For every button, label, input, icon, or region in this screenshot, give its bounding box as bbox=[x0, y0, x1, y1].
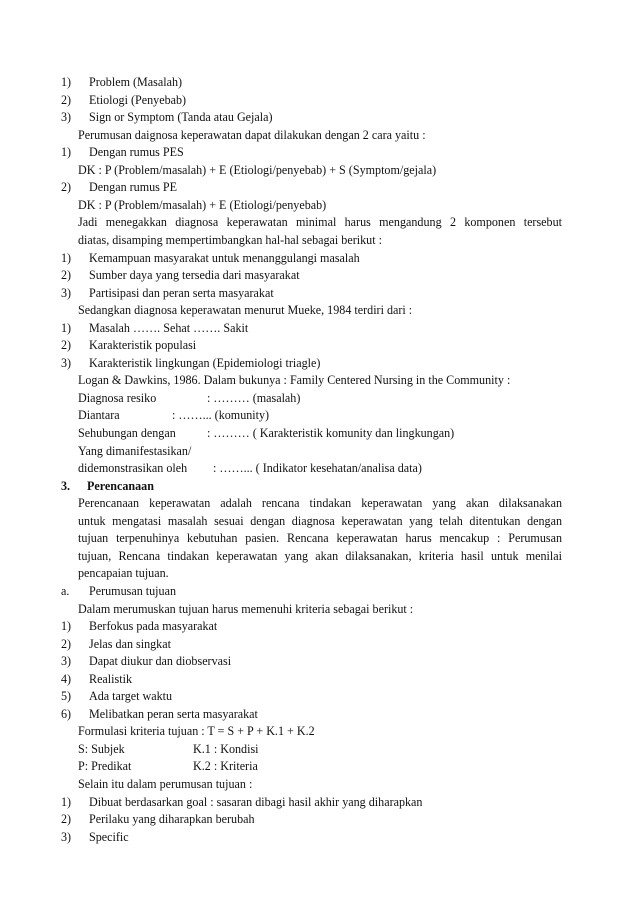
list-number: 3) bbox=[61, 829, 72, 844]
line-text-column2: K.2 : Kriteria bbox=[193, 759, 258, 774]
line-text: Perumusan tujuan bbox=[89, 583, 176, 598]
line-text: Karakteristik lingkungan (Epidemiologi triagle) bbox=[89, 355, 321, 370]
list-number: 1) bbox=[61, 250, 72, 265]
list-number: 2) bbox=[61, 812, 72, 827]
line-text: Perencanaan keperawatan adalah rencana tindakan keperawatan yang akan dilaksanakan bbox=[78, 496, 562, 511]
text-line bbox=[0, 425, 638, 442]
text-line bbox=[0, 478, 638, 495]
list-number: a. bbox=[61, 583, 70, 598]
text-line bbox=[0, 636, 638, 653]
line-text: tujuan, Rencana tindakan keperawatan yang akan dilaksanakan, kriteria hasil untuk menilai bbox=[78, 548, 562, 563]
text-line bbox=[0, 197, 638, 214]
line-text: diatas, disamping mempertimbangkan hal-hal sebagai berikut : bbox=[78, 232, 382, 247]
line-text: P: Predikat bbox=[78, 759, 132, 774]
text-line bbox=[0, 460, 638, 477]
text-line bbox=[0, 829, 638, 846]
line-text-column2: : ……… (masalah) bbox=[207, 390, 301, 405]
line-text: Diagnosa resiko bbox=[78, 390, 157, 405]
text-line bbox=[0, 688, 638, 705]
line-text: Selain itu dalam perumusan tujuan : bbox=[78, 777, 253, 791]
text-line bbox=[0, 671, 638, 688]
line-text: Problem (Masalah) bbox=[89, 75, 183, 89]
list-number: 3) bbox=[61, 110, 72, 125]
text-line bbox=[0, 530, 638, 547]
list-number: 1) bbox=[61, 75, 72, 89]
list-number: 5) bbox=[61, 689, 72, 704]
list-number: 3) bbox=[61, 355, 72, 370]
text-line bbox=[0, 794, 638, 811]
text-line bbox=[0, 618, 638, 635]
line-text-column2: : ……... ( Indikator kesehatan/analisa data) bbox=[213, 461, 422, 476]
line-text: Specific bbox=[89, 829, 129, 844]
text-line bbox=[0, 337, 638, 354]
line-text: Ada target waktu bbox=[89, 689, 173, 704]
line-text: Melibatkan peran serta masyarakat bbox=[89, 706, 258, 721]
text-line bbox=[0, 127, 638, 144]
line-text: Dapat diukur dan diobservasi bbox=[89, 654, 232, 669]
line-text: Etiologi (Penyebab) bbox=[89, 92, 187, 107]
list-number: 3. bbox=[61, 478, 71, 493]
text-line bbox=[0, 232, 638, 249]
line-text: Partisipasi dan peran serta masyarakat bbox=[89, 285, 274, 300]
list-number: 2) bbox=[61, 338, 72, 353]
line-text: untuk mengatasi masalah sesuai dengan diagnosa keperawatan yang telah ditentukan dengan bbox=[78, 513, 562, 528]
line-text: Sedangkan diagnosa keperawatan menurut Mueke, 1984 terdiri dari : bbox=[78, 303, 413, 318]
list-number: 1) bbox=[61, 320, 72, 335]
line-text-column2: : ……… ( Karakteristik komunity dan lingkungan) bbox=[207, 426, 455, 440]
line-text: Perumusan daignosa keperawatan dapat dilakukan dengan 2 cara yaitu : bbox=[78, 127, 426, 142]
text-line bbox=[0, 565, 638, 582]
line-text: Masalah ……. Sehat ……. Sakit bbox=[89, 320, 249, 335]
list-number: 2) bbox=[61, 92, 72, 107]
line-text: Realistik bbox=[89, 671, 132, 686]
text-line bbox=[0, 144, 638, 161]
list-number: 3) bbox=[61, 285, 72, 300]
line-text: Sign or Symptom (Tanda atau Gejala) bbox=[89, 110, 273, 125]
line-text: Sumber daya yang tersedia dari masyarakat bbox=[89, 268, 300, 283]
text-line bbox=[0, 706, 638, 723]
text-line bbox=[0, 390, 638, 407]
text-line bbox=[0, 214, 638, 231]
line-text: pencapaian tujuan. bbox=[78, 566, 169, 581]
line-text: Formulasi kriteria tujuan : T = S + P + K.1 + K.2 bbox=[78, 724, 315, 739]
line-text: Berfokus pada masyarakat bbox=[89, 619, 218, 634]
text-line bbox=[0, 179, 638, 196]
list-number: 6) bbox=[61, 706, 72, 721]
list-number: 4) bbox=[61, 671, 72, 686]
list-number: 2) bbox=[61, 636, 72, 651]
line-text: Karakteristik populasi bbox=[89, 338, 197, 353]
text-line bbox=[0, 74, 638, 91]
line-text: Jelas dan singkat bbox=[89, 636, 171, 651]
text-line bbox=[0, 653, 638, 670]
line-text: Dengan rumus PE bbox=[89, 180, 178, 195]
list-number: 2) bbox=[61, 180, 72, 195]
section-heading: Perencanaan bbox=[87, 478, 154, 493]
list-number: 1) bbox=[61, 794, 72, 809]
text-line bbox=[0, 601, 638, 618]
text-line bbox=[0, 355, 638, 372]
text-line bbox=[0, 320, 638, 337]
line-text: DK : P (Problem/masalah) + E (Etiologi/penyebab) + S (Symptom/gejala) bbox=[78, 162, 437, 177]
line-text: Dibuat berdasarkan goal : sasaran dibagi hasil akhir yang diharapkan bbox=[89, 794, 423, 809]
line-text: DK : P (Problem/masalah) + E (Etiologi/penyebab) bbox=[78, 197, 327, 212]
text-line bbox=[0, 776, 638, 793]
text-line bbox=[0, 495, 638, 512]
line-text: Yang dimanifestasikan/ bbox=[78, 443, 192, 458]
line-text: Dalam merumuskan tujuan harus memenuhi kriteria sebagai berikut : bbox=[78, 601, 414, 616]
text-line bbox=[0, 723, 638, 740]
line-text: Logan & Dawkins, 1986. Dalam bukunya : Family Centered Nursing in the Community : bbox=[78, 373, 511, 388]
line-text: Diantara bbox=[78, 408, 120, 423]
line-text: Sehubungan dengan bbox=[78, 426, 176, 440]
line-text: Kemampuan masyarakat untuk menanggulangi masalah bbox=[89, 250, 360, 265]
line-text: Perilaku yang diharapkan berubah bbox=[89, 812, 255, 827]
text-line bbox=[0, 811, 638, 828]
text-line bbox=[0, 285, 638, 302]
line-text-column2: : ……... (komunity) bbox=[172, 408, 270, 423]
text-line bbox=[0, 372, 638, 389]
list-number: 1) bbox=[61, 619, 72, 634]
list-number: 3) bbox=[61, 654, 72, 669]
text-line bbox=[0, 741, 638, 758]
line-text: S: Subjek bbox=[78, 741, 125, 756]
line-text: Dengan rumus PES bbox=[89, 145, 184, 160]
list-number: 1) bbox=[61, 145, 72, 160]
text-line bbox=[0, 583, 638, 600]
list-number: 2) bbox=[61, 268, 72, 283]
text-line bbox=[0, 302, 638, 319]
line-text: tujuan terpenuhinya kebutuhan pasien. Rencana keperawatan harus mencakup : Perumusan bbox=[78, 531, 562, 546]
text-line bbox=[0, 250, 638, 267]
text-line bbox=[0, 407, 638, 424]
text-line bbox=[0, 267, 638, 284]
text-line bbox=[0, 443, 638, 460]
text-line bbox=[0, 162, 638, 179]
text-line bbox=[0, 109, 638, 126]
text-line bbox=[0, 758, 638, 775]
text-line bbox=[0, 92, 638, 109]
line-text: didemonstrasikan oleh bbox=[78, 461, 188, 476]
line-text-column2: K.1 : Kondisi bbox=[193, 741, 259, 756]
text-line bbox=[0, 548, 638, 565]
line-text: Jadi menegakkan diagnosa keperawatan minimal harus mengandung 2 komponen tersebut bbox=[78, 215, 562, 230]
text-line bbox=[0, 513, 638, 530]
